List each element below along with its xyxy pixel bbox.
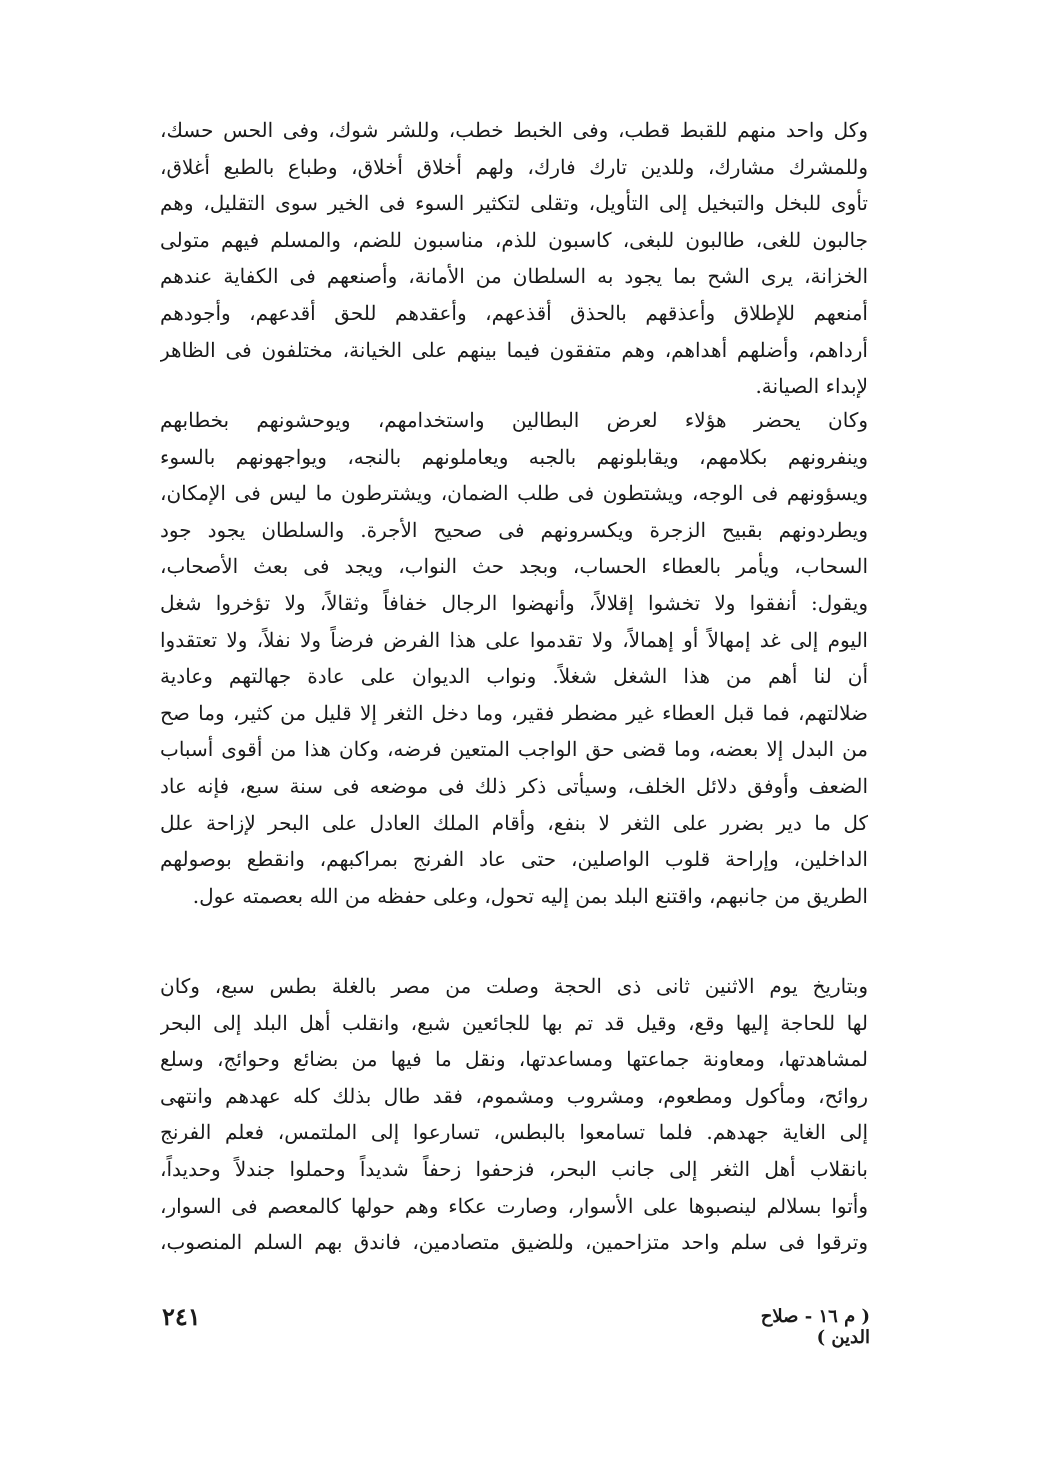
- text-line: روائح، ومأكول ومطعوم، ومشروب ومشموم، فقد طال بذلك كله عهدهم وانتهى: [160, 1083, 868, 1108]
- text-line: الطريق من جانبهم، واقتنع البلد بمن إليه تحول، وعلى حفظه من الله بعصمته عول.: [192, 883, 868, 908]
- text-line: من البدل إلا بعضه، وما قضى حق الواجب المتعين فرضه، وكان هذا من أقوى أسباب: [160, 737, 868, 762]
- text-line: أرداهم، وأضلهم أهداهم، وهم متفقون فيما بينهم على الخيانة، مختلفون فى الظاهر: [160, 337, 868, 362]
- paragraph-3: [160, 968, 868, 1261]
- text-line: الداخلين، وإراحة قلوب الواصلين، حتى عاد الفرنج بمراكبهم، وانقطع بوصولهم: [160, 847, 868, 872]
- text-line: الخزانة، يرى الشح بما يجود به السلطان من الأمانة، وأصنعهم فى الكفاية عندهم: [160, 264, 868, 289]
- text-line: وكان يحضر هؤلاء لعرض البطالين واستخدامهم، ويوحشونهم بخطابهم: [160, 408, 868, 432]
- text-line: الضعف وأوفق دلائل الخلف، وسيأتى ذكر ذلك فى موضعه فى سنة سبع، فإنه عاد: [160, 773, 868, 798]
- text-line: ضلالتهم، فما قبل العطاء غير مضطر فقير، وما دخل الثغر إلا قليل من كثير، وما صح: [160, 700, 868, 725]
- text-line: ويقول: أنفقوا ولا تخشوا إقلالاً، وأنهضوا الرجال خفافاً وثقالاً، ولا تؤخروا شغل: [160, 590, 868, 615]
- text-line: تأوى للبخل والتبخيل إلى التأويل، وتقلى لتكثير السوء فى الخير سوى التقليل، وهم: [160, 191, 868, 216]
- text-line: اليوم إلى غد إمهالاً أو إهمالاً، ولا تقدموا على هذا الفرض فرضاً ولا نفلاً، ولا تعتقدوا: [160, 627, 868, 652]
- text-line: وأتوا بسلالم لينصبوها على الأسوار، وصارت عكاء وهم حولها كالمعصم فى السوار،: [160, 1193, 868, 1218]
- text-line: وكل واحد منهم للقبط قطب، وفى الخبط خطب، وللشر شوك، وفى الحس حسك،: [160, 118, 868, 142]
- text-line: بانقلاب أهل الثغر إلى جانب البحر، فزحفوا زحفاً شديداً وحملوا جندلاً وحديداً،: [160, 1156, 868, 1181]
- text-line: وينفرونهم بكلامهم، ويقابلونهم بالجبه ويعاملونهم بالنجه، ويواجهونهم بالسوء: [160, 444, 868, 469]
- text-line: كل ما دير بضرر على الثغر لا بنفع، وأقام الملك العادل على البحر لإزاحة علل: [160, 810, 868, 835]
- text-line: لها للحاجة إليها وقع، وقيل قد تم بها للجائعين شبع، وانقلب أهل البلد إلى البحر: [160, 1010, 868, 1035]
- text-line: جالبون للغى، طالبون للبغى، كاسبون للذم، مناسبون للضم، والمسلم فيهم متولى: [160, 227, 868, 252]
- text-line: ويطردونهم بقبيح الزجرة ويكسرونهم فى صحيح الأجرة. والسلطان يجود جود: [160, 517, 868, 542]
- text-line: أن لنا أهم من هذا الشغل شغلاً. ونواب الديوان على عادة جهالتهم وعادية: [160, 664, 868, 689]
- page-number: ٢٤١: [162, 1302, 201, 1331]
- text-line: وللمشرك مشارك، وللدين تارك فارك، ولهم أخلاق أخلاق، وطباع بالطبع أغلاق،: [160, 154, 868, 179]
- paragraph-2: [160, 402, 868, 914]
- text-line: وبتاريخ يوم الاثنين ثانى ذى الحجة وصلت من مصر بالغلة بطس سبع، وكان: [160, 974, 868, 998]
- text-line: وترقوا فى سلم واحد متزاحمين، وللضيق متصادمين، فاندق بهم السلم المنصوب،: [160, 1230, 868, 1255]
- text-line: السحاب، ويأمر بالعطاء الحساب، وبجد حث النواب، ويجد فى بعث الأصحاب،: [160, 554, 868, 579]
- footer-signature: ( م ١٦ - صلاح الدين ): [760, 1306, 870, 1348]
- text-line: إلى الغاية جهدهم. فلما تسامعوا بالبطس، تسارعوا إلى الملتمس، فعلم الفرنج: [160, 1120, 868, 1145]
- text-line: ويسؤونهم فى الوجه، ويشتطون فى طلب الضمان، ويشترطون ما ليس فى الإمكان،: [160, 481, 868, 506]
- text-line: أمنعهم للإطلاق وأعذقهم بالحذق أقذعهم، وأعقدهم للحق أقدعهم، وأجودهم: [160, 300, 868, 325]
- text-line: لمشاهدتها، ومعاونة جماعتها ومساعدتها، ونقل ما فيها من بضائع وحوائج، وسلع: [160, 1047, 868, 1072]
- paragraph-1: [160, 112, 868, 405]
- text-line: لإبداء الصيانة.: [755, 374, 868, 399]
